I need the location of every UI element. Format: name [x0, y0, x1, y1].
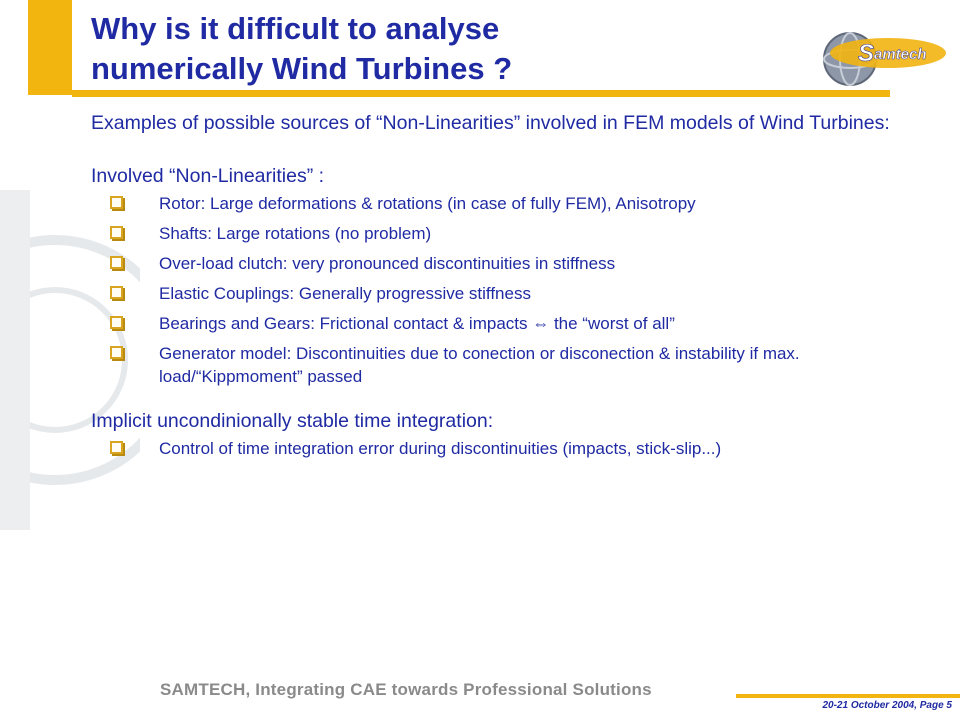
footer-date-page: 20-21 October 2004, Page 5	[822, 700, 952, 711]
nonlinearities-list	[91, 192, 911, 388]
list-item: Control of time integration error during discontinuities (impacts, stick-slip...)	[91, 437, 911, 460]
accent-vertical-bar	[28, 0, 72, 95]
section-time-integration-heading: Implicit uncondinionally stable time integration:	[91, 410, 494, 432]
checkbox-bullet-icon	[110, 286, 123, 299]
accent-horizontal-bar	[72, 90, 890, 97]
checkbox-bullet-icon	[110, 441, 123, 454]
list-item: Over-load clutch: very pronounced discontinuities in stiffness	[91, 252, 911, 275]
slide-body	[91, 110, 911, 467]
slide-title	[91, 9, 771, 89]
time-integration-list	[91, 437, 911, 460]
checkbox-bullet-icon	[110, 256, 123, 269]
samtech-logo	[818, 25, 948, 95]
svg-text:S: S	[858, 40, 875, 67]
section-nonlinearities-heading: Involved “Non-Linearities” :	[91, 165, 325, 187]
checkbox-bullet-icon	[110, 346, 123, 359]
checkbox-bullet-icon	[110, 226, 123, 239]
list-item: Bearings and Gears: Frictional contact & impacts ⇔ the “worst of all”	[91, 312, 911, 335]
svg-text:amtech: amtech	[874, 46, 927, 63]
list-item: Rotor: Large deformations & rotations (in case of fully FEM), Anisotropy	[91, 192, 911, 215]
intro-text: Examples of possible sources of “Non-Linearities” involved in FEM models of Wind Turbines:	[91, 112, 890, 134]
list-item: Shafts: Large rotations (no problem)	[91, 222, 911, 245]
title-line-1: Why is it difficult to analyse	[91, 11, 500, 46]
checkbox-bullet-icon	[110, 196, 123, 209]
footer-slogan: SAMTECH, Integrating CAE towards Professional Solutions	[160, 680, 652, 699]
list-item: Elastic Couplings: Generally progressive stiffness	[91, 282, 911, 305]
footer-accent-line	[736, 694, 960, 698]
checkbox-bullet-icon	[110, 316, 123, 329]
list-item: Generator model: Discontinuities due to conection or disconection & instability if max. load/“Kippmoment” passed	[91, 342, 911, 388]
title-line-2: numerically Wind Turbines ?	[91, 51, 513, 86]
